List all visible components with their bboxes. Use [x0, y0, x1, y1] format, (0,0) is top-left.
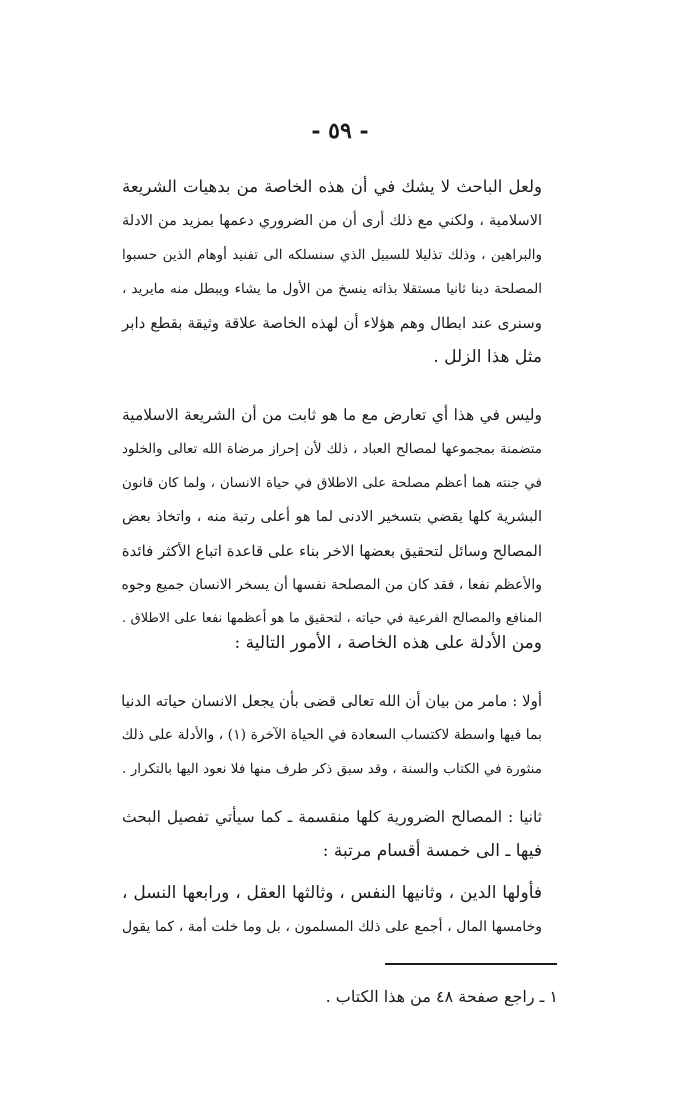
- text-line: فيها ـ الى خمسة أقسام مرتبة :: [322, 841, 542, 861]
- text-line: الاسلامية ، ولكني مع ذلك أرى أن من الضروري دعمها بمزيد من الادلة: [122, 213, 542, 229]
- text-line: ولعل الباحث لا يشك في أن هذه الخاصة من بدهيات الشريعة: [122, 177, 542, 196]
- text-line: ومن الأدلة على هذه الخاصة ، الأمور التالية :: [234, 633, 542, 653]
- text-line: في جنته هما أعظم مصلحة على الاطلاق في حياة الانسان ، ولما كان قانون: [122, 475, 542, 491]
- page-number: - ٥٩ -: [311, 118, 369, 144]
- text-line: المصلحة دينا ثانيا مستقلا بذاته ينسخ من الأول ما يشاء ويبطل منه مايريد ،: [122, 281, 542, 297]
- text-line: المصالح وسائل لتحقيق بعضها الاخر بناء على قاعدة اتباع الأكثر فائدة: [121, 542, 542, 560]
- text-line: بما فيها واسطة لاكتساب السعادة في الحياة الآخرة (١) ، والأدلة على ذلك: [121, 727, 542, 743]
- text-line: البشرية كلها يقضي بتسخير الادنى لما هو أعلى رتبة منه ، واتخاذ بعض: [122, 509, 542, 525]
- text-line: متضمنة بمجموعها لمصالح العباد ، ذلك لأن إحراز مرضاة الله تعالى والخلود: [122, 441, 542, 457]
- text-line: وخامسها المال ، أجمع على ذلك المسلمون ، بل وما خلت أمة ، كما يقول: [122, 919, 542, 935]
- footnote: ١ ـ راجع صفحة ٤٨ من هذا الكتاب .: [325, 987, 558, 1006]
- text-line: وسنرى عند ابطال وهم هؤلاء أن لهذه الخاصة علاقة وثيقة بقطع دابر: [122, 314, 542, 332]
- text-line: منثورة في الكتاب والسنة ، وقد سبق ذكر طرف منها فلا نعود اليها بالتكرار .: [122, 761, 542, 777]
- text-line: أولا : مامر من بيان أن الله تعالى قضى بأن يجعل الانسان حياته الدنيا: [121, 692, 542, 710]
- text-line: وليس في هذا أي تعارض مع ما هو ثابت من أن الشريعة الاسلامية: [122, 406, 542, 424]
- text-line: والأعظم نفعا ، فقد كان من المصلحة نفسها أن يسخر الانسان جميع وجوه: [121, 577, 542, 593]
- text-line: والبراهين ، وذلك تذليلا للسبيل الذي سنسلكه الى تفنيد أوهام الذين حسبوا: [122, 247, 542, 263]
- text-line: مثل هذا الزلل .: [433, 347, 542, 367]
- text-line: فأولها الدين ، وثانيها النفس ، وثالثها العقل ، ورابعها النسل ،: [122, 883, 542, 903]
- text-line: ثانيا : المصالح الضرورية كلها منقسمة ـ كما سيأتي تفصيل البحث: [122, 808, 542, 826]
- footnote-divider: [385, 963, 557, 965]
- text-line: المنافع والمصالح الفرعية في حياته ، لتحقيق ما هو أعظمها نفعا على الاطلاق .: [122, 611, 542, 626]
